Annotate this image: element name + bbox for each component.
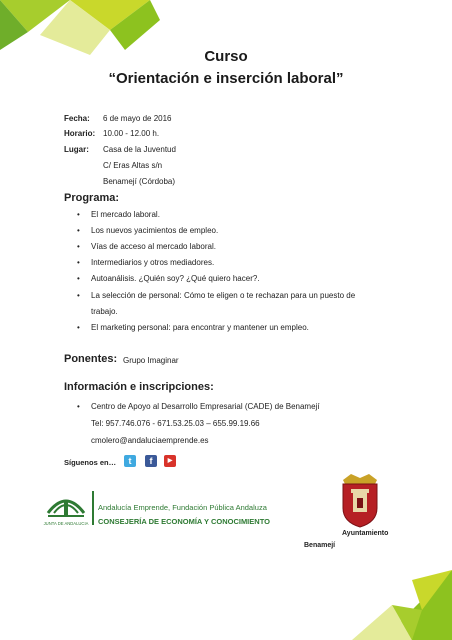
ponentes-heading: Ponentes: [64,353,118,365]
info-phone: Tel: 957.746.076 - 671.53.25.03 – 655.99.19.66 [91,419,260,428]
programa-item: • Intermediarios y otros mediadores. [77,258,215,267]
programa-heading: Programa: [64,192,120,204]
programa-item-continuation: trabajo. [91,307,118,316]
junta-andalucia-logo [42,489,90,527]
info-line: • Centro de Apoyo al Desarrollo Empresarial (CADE) de Benamejí [77,402,320,411]
youtube-icon[interactable]: ▶ [164,455,176,467]
logo-divider [92,491,94,525]
bottom-right-decoration [352,560,452,640]
date-value: 6 de mayo de 2016 [103,114,172,123]
andalucia-emprende-name: Andalucía Emprende, Fundación Pública Andaluza [98,503,267,512]
twitter-icon[interactable]: t [124,455,136,467]
address-line-2: Benamejí (Córdoba) [103,177,176,186]
place-label: Lugar: [64,145,89,154]
programa-item: • Los nuevos yacimientos de empleo. [77,226,219,235]
programa-item: • Vías de acceso al mercado laboral. [77,242,216,251]
info-heading: Información e inscripciones: [64,381,214,393]
address-line-1: C/ Eras Altas s/n [103,161,163,170]
info-email[interactable]: cmolero@andaluciaemprende.es [91,436,209,445]
programa-item: • Autoanálisis. ¿Quién soy? ¿Qué quiero hacer?. [77,274,260,283]
course-title: “Orientación e inserción laboral” [108,70,344,87]
ayuntamiento-town: Benamejí [304,542,336,549]
place-value: Casa de la Juventud [103,145,176,154]
ayuntamiento-coat-of-arms [335,474,385,528]
ayuntamiento-label: Ayuntamiento [342,530,389,537]
consejeria-name: CONSEJERÍA DE ECONOMÍA Y CONOCIMIENTO [98,517,270,526]
social-label: Síguenos en… [64,458,117,467]
time-label: Horario: [64,129,96,138]
time-value: 10.00 - 12.00 h. [103,129,160,138]
course-label: Curso [204,48,248,65]
programa-item: • La selección de personal: Cómo te eligen o te rechazan para un puesto de [77,291,356,300]
date-label: Fecha: [64,114,90,123]
svg-text:JUNTA DE ANDALUCIA: JUNTA DE ANDALUCIA [43,521,89,526]
facebook-icon[interactable]: f [145,455,157,467]
programa-item: • El mercado laboral. [77,210,160,219]
programa-item: • El marketing personal: para encontrar y mantener un empleo. [77,323,309,332]
ponentes-value: Grupo Imaginar [123,356,179,365]
